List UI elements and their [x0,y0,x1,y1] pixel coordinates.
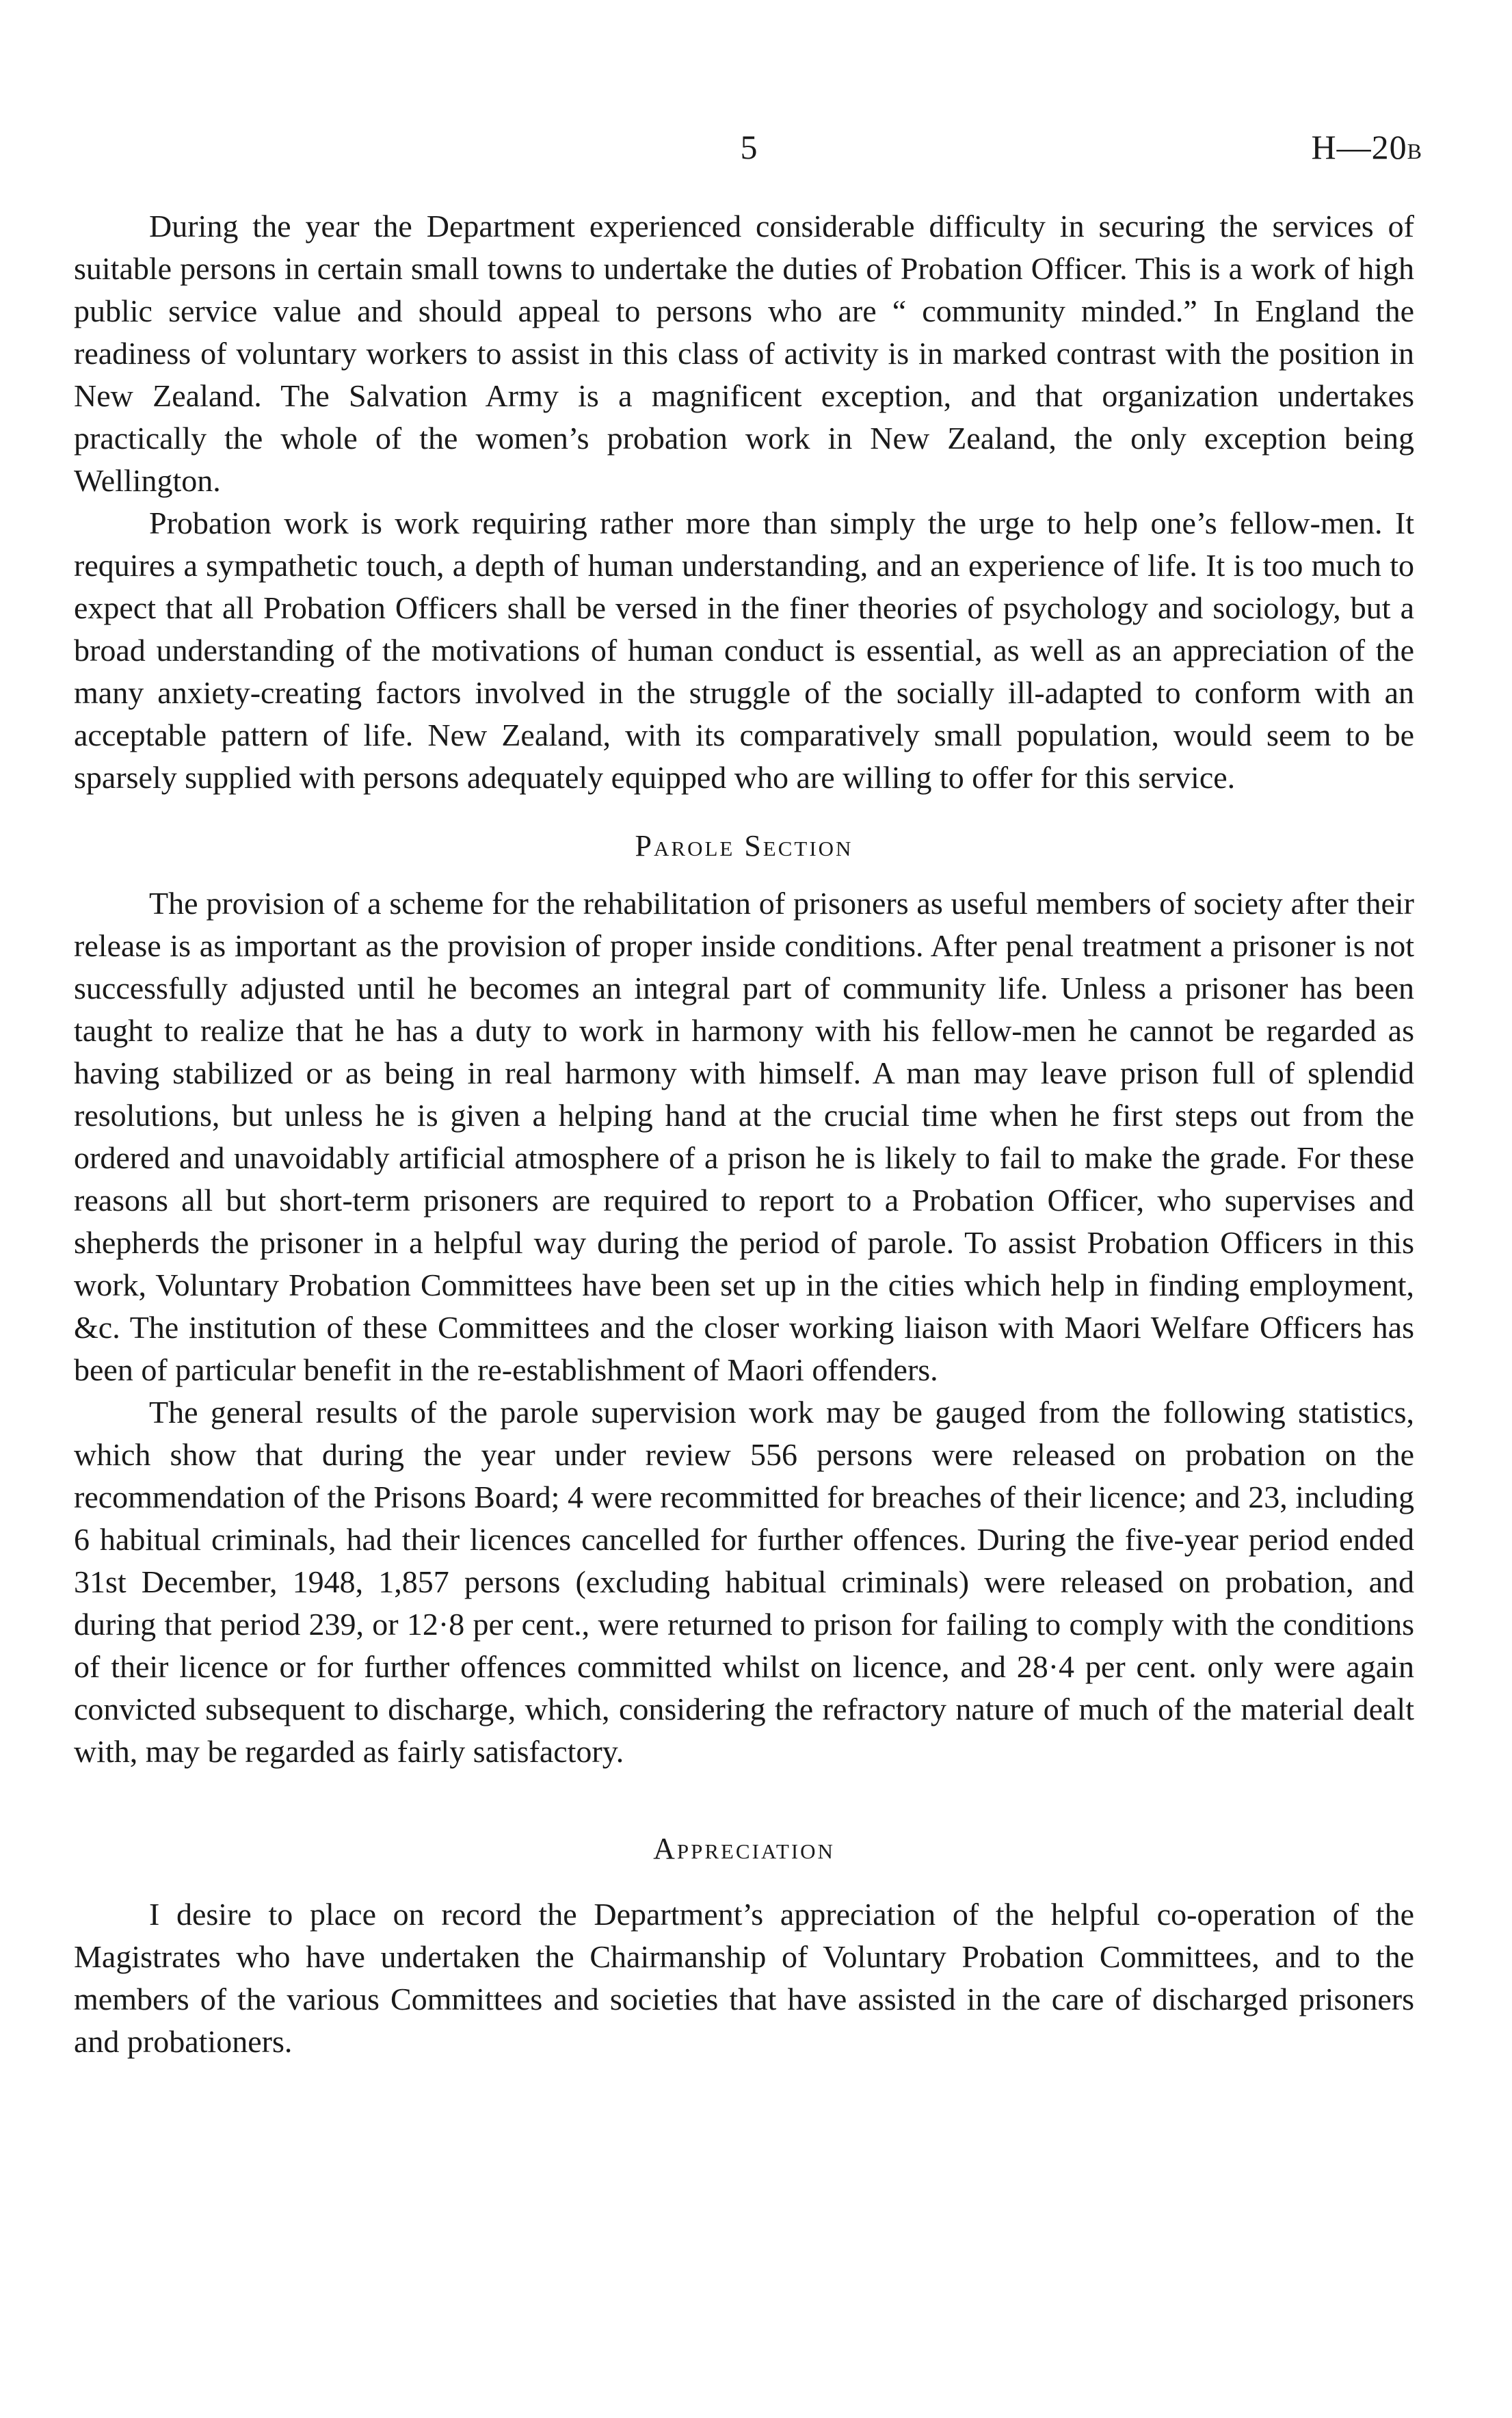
paper-reference-sub: B [1407,139,1422,163]
paragraph-parole-statistics: The general results of the parole supervision work may be gauged from the following statistics, which show that during the year under review 556 persons were released on probation on the recommendation of the Prisons Board; 4 were recommitted for breaches of their licence; and 23, including 6 habitual criminals, had their licences cancelled for further offences. During the five-year period ended 31st December, 1948, 1,857 persons (excluding habitual criminals) were released on probation, and during that period 239, or 12·8 per cent., were returned to prison for failing to comply with the conditions of their licence or for further offences committed whilst on licence, and 28·4 per cent. only were again convicted subsequent to discharge, which, considering the refractory nature of much of the material dealt with, may be regarded as fairly satisfactory. [74,1395,1414,1769]
paragraph-appreciation: I desire to place on record the Department’s appreciation of the helpful co-operation of the Magistrates who have undertaken the Chairmanship of Voluntary Probation Committees, and to the members of the various Committees and societies that have assisted in the care of discharged prisoners and probationers. [74,1897,1414,2059]
paper-reference [1312,127,1422,167]
paragraph-probation-work: Probation work is work requiring rather more than simply the urge to help one’s fellow-men. It requires a sympathetic touch, a depth of human understanding, and an experience of life. It is too much to expect that all Probation Officers shall be versed in the finer theories of psychology and sociology, but a broad understanding of the motivations of human conduct is essential, as well as an appreciation of the many anxiety-creating factors involved in the struggle of the socially ill-adapted to conform with an acceptable pattern of life. New Zealand, with its comparatively small population, would seem to be sparsely supplied with persons adequately equipped who are willing to offer for this service. [74,505,1414,795]
document-body [74,205,1414,2063]
page-header [75,127,1422,175]
paragraph-rehabilitation: The provision of a scheme for the rehabilitation of prisoners as useful members of society after their release is as important as the provision of proper inside conditions. After penal treatment a prisoner is not successfully adjusted until he becomes an integral part of community life. Unless a prisoner has been taught to realize that he has a duty to work in harmony with his fellow-men he cannot be regarded as having stabilized or as being in real harmony with himself. A man may leave prison full of splendid resolutions, but unless he is given a helping hand at the crucial time when he first steps out from the ordered and unavoidably artificial atmosphere of a prison he is likely to fail to make the grade. For these reasons all but short-term prisoners are required to report to a Probation Officer, who supervises and shepherds the prisoner in a helpful way during the period of parole. To assist Probation Officers in this work, Voluntary Probation Committees have been set up in the cities which help in finding employment, &c. The institution of these Committees and the closer working liaison with Maori Welfare Officers has been of particular benefit in the re-establishment of Maori offenders. [74,886,1414,1387]
page-number: 5 [740,128,758,166]
section-heading-parole: Parole Section [635,829,853,863]
paragraph-probation-officers: During the year the Department experienced considerable difficulty in securing the services of suitable persons in certain small towns to undertake the duties of Probation Officer. This is a work of high public service value and should appeal to persons who are “ community minded.” In England the readiness of voluntary workers to assist in this class of activity is in marked contrast with the position in New Zealand. The Salvation Army is a magnificent exception, and that organization undertakes practically the whole of the women’s probation work in New Zealand, the only exception being Wellington. [74,209,1414,498]
paper-reference-main: H—20 [1311,128,1407,166]
section-heading-appreciation: Appreciation [653,1832,835,1865]
